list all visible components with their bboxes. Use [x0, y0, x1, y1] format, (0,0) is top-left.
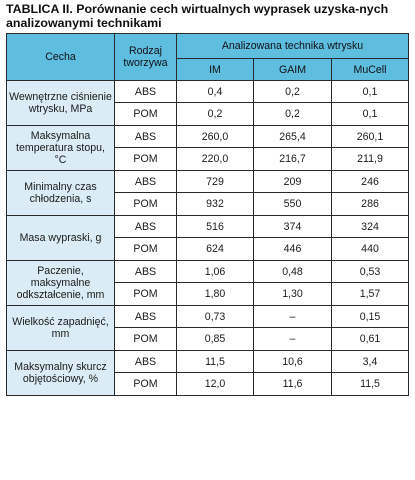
value-cell: 216,7 — [254, 148, 332, 171]
feature-cell: Wielkość zapadnięć, mm — [7, 306, 115, 351]
value-cell: 516 — [177, 216, 254, 238]
header-technique-im: IM — [177, 59, 254, 81]
value-cell: 0,53 — [332, 261, 409, 283]
value-cell: 1,30 — [254, 283, 332, 306]
value-cell: 286 — [332, 193, 409, 216]
value-cell: 209 — [254, 171, 332, 193]
header-cecha: Cecha — [7, 34, 115, 81]
table-row — [7, 306, 409, 328]
material-cell: ABS — [115, 306, 177, 328]
value-cell: 3,4 — [332, 351, 409, 373]
value-cell: 374 — [254, 216, 332, 238]
value-cell: 0,15 — [332, 306, 409, 328]
value-cell: 0,2 — [177, 103, 254, 126]
value-cell: 0,48 — [254, 261, 332, 283]
value-cell: 11,5 — [332, 373, 409, 396]
table-row — [7, 216, 409, 238]
material-cell: ABS — [115, 81, 177, 103]
value-cell: 1,06 — [177, 261, 254, 283]
value-cell: 729 — [177, 171, 254, 193]
value-cell: 446 — [254, 238, 332, 261]
header-technique-gaim: GAIM — [254, 59, 332, 81]
value-cell: 550 — [254, 193, 332, 216]
material-cell: ABS — [115, 216, 177, 238]
value-cell: 0,2 — [254, 81, 332, 103]
header-technique-mucell: MuCell — [332, 59, 409, 81]
value-cell: 624 — [177, 238, 254, 261]
material-cell: POM — [115, 283, 177, 306]
value-cell: 440 — [332, 238, 409, 261]
header-technique-group: Analizowana technika wtrysku — [177, 34, 409, 59]
feature-cell: Maksymalny skurcz objętościowy, % — [7, 351, 115, 396]
value-cell: – — [254, 328, 332, 351]
material-cell: ABS — [115, 171, 177, 193]
value-cell: 220,0 — [177, 148, 254, 171]
value-cell: 11,5 — [177, 351, 254, 373]
value-cell: 0,85 — [177, 328, 254, 351]
value-cell: 0,61 — [332, 328, 409, 351]
value-cell: 0,73 — [177, 306, 254, 328]
material-cell: ABS — [115, 126, 177, 148]
value-cell: 260,1 — [332, 126, 409, 148]
value-cell: 10,6 — [254, 351, 332, 373]
feature-cell: Minimalny czas chłodzenia, s — [7, 171, 115, 216]
value-cell: 932 — [177, 193, 254, 216]
material-cell: ABS — [115, 261, 177, 283]
table-row — [7, 261, 409, 283]
value-cell: – — [254, 306, 332, 328]
value-cell: 324 — [332, 216, 409, 238]
material-cell: POM — [115, 193, 177, 216]
feature-cell: Maksymalna temperatura stopu, °C — [7, 126, 115, 171]
value-cell: 0,4 — [177, 81, 254, 103]
material-cell: POM — [115, 103, 177, 126]
value-cell: 1,57 — [332, 283, 409, 306]
material-cell: POM — [115, 238, 177, 261]
value-cell: 265,4 — [254, 126, 332, 148]
material-cell: POM — [115, 148, 177, 171]
feature-cell: Masa wypraski, g — [7, 216, 115, 261]
material-cell: POM — [115, 373, 177, 396]
table-row — [7, 81, 409, 103]
material-cell: POM — [115, 328, 177, 351]
material-cell: ABS — [115, 351, 177, 373]
comparison-table — [6, 33, 409, 396]
table-caption: TABLICA II. Porównanie cech wirtualnych wyprasek uzyska-nych analizowanymi technikami — [6, 2, 389, 30]
value-cell: 260,0 — [177, 126, 254, 148]
value-cell: 11,6 — [254, 373, 332, 396]
feature-cell: Wewnętrzne ciśnienie wtrysku, MPa — [7, 81, 115, 126]
value-cell: 0,2 — [254, 103, 332, 126]
table-row — [7, 351, 409, 373]
value-cell: 12,0 — [177, 373, 254, 396]
feature-cell: Paczenie, maksymalne odkształcenie, mm — [7, 261, 115, 306]
value-cell: 0,1 — [332, 103, 409, 126]
value-cell: 1,80 — [177, 283, 254, 306]
header-rodzaj-tworzywa: Rodzaj tworzywa — [115, 34, 177, 81]
value-cell: 246 — [332, 171, 409, 193]
value-cell: 0,1 — [332, 81, 409, 103]
table-row — [7, 171, 409, 193]
value-cell: 211,9 — [332, 148, 409, 171]
table-row — [7, 126, 409, 148]
